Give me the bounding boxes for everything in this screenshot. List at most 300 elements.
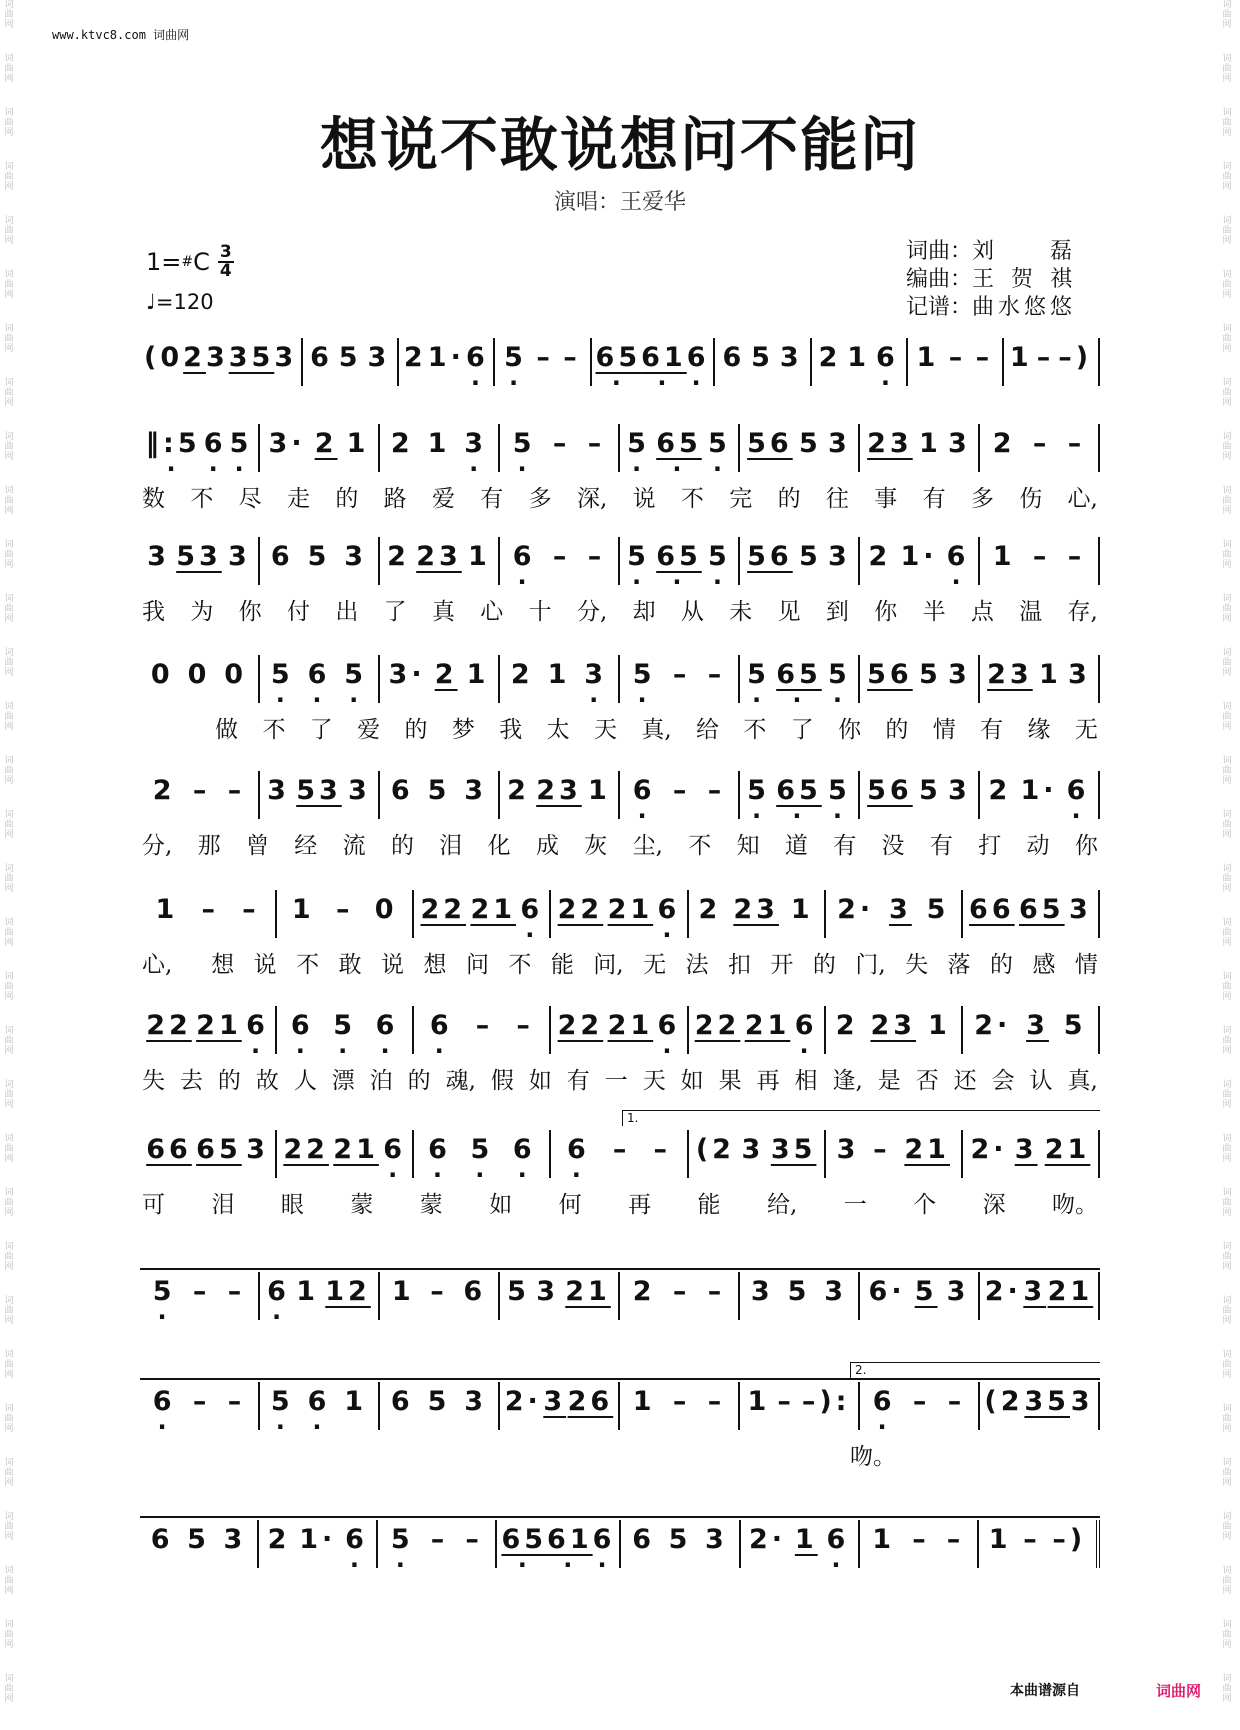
note: 6 · xyxy=(658,890,681,925)
note: 6· xyxy=(868,1276,906,1307)
lyric-syllable: 不 xyxy=(190,486,214,512)
lyric-syllable: 说 xyxy=(253,952,277,978)
note: 35 xyxy=(770,1134,817,1165)
notes-row xyxy=(140,1006,1100,1062)
watermark-mark: 词 曲 网 xyxy=(4,1080,14,1110)
note: 1· xyxy=(1020,775,1058,806)
credit-name: 王贺祺 xyxy=(972,267,1073,292)
score-system xyxy=(140,771,1100,871)
note: 6 · xyxy=(376,1006,399,1041)
lyric-syllable: 未 xyxy=(729,599,753,625)
note: 6 · xyxy=(345,1520,368,1555)
lyric-syllable: 数 xyxy=(142,486,165,512)
lyric-syllable: 梦 xyxy=(451,717,475,743)
lyric-syllable: 曾 xyxy=(245,833,269,859)
key-sharp: # xyxy=(181,254,194,270)
note: 5 xyxy=(751,342,774,373)
note: 2 xyxy=(988,775,1012,806)
note: 5 xyxy=(798,541,822,572)
time-top: 3 xyxy=(219,242,232,262)
watermark-mark: 词 曲 网 xyxy=(1222,810,1232,840)
note: 21 xyxy=(333,1134,379,1165)
watermark-mark: 词 曲 网 xyxy=(1222,1458,1232,1488)
note: (2 xyxy=(695,1134,735,1165)
lyric-syllable: 那 xyxy=(197,833,221,859)
note: 6 · xyxy=(291,1006,314,1041)
watermark-mark: 词 曲 网 xyxy=(1222,1620,1232,1650)
watermark-mark: 词 曲 网 xyxy=(1222,162,1232,192)
note: 1 xyxy=(918,428,942,459)
measure xyxy=(140,1520,259,1568)
note: 6 · xyxy=(204,424,227,459)
system-separator xyxy=(140,1268,1100,1270)
watermark-mark: 词 曲 网 xyxy=(4,810,14,840)
note: 6 xyxy=(390,775,414,806)
note: 1· xyxy=(900,541,938,572)
watermark-mark: 词 曲 网 xyxy=(4,972,14,1002)
measure xyxy=(620,1382,740,1430)
lyric-syllable: 人 xyxy=(293,1068,317,1094)
watermark-mark: 词 曲 网 xyxy=(1222,486,1232,516)
note: – xyxy=(587,428,606,459)
note: 3 xyxy=(246,1134,269,1165)
note: 5 xyxy=(338,342,362,373)
watermark-mark: 词 曲 网 xyxy=(1222,594,1232,624)
lyric-syllable: 魂, xyxy=(445,1068,476,1094)
note: 23 xyxy=(733,894,779,925)
measure xyxy=(826,1006,963,1054)
measure xyxy=(740,1382,860,1430)
lyric-syllable: 的 xyxy=(217,1068,241,1094)
note: 5 xyxy=(427,1386,451,1417)
note: ‖:5 · xyxy=(146,424,201,459)
note: 3 xyxy=(205,342,229,373)
note: 1 xyxy=(992,541,1016,572)
note: 2 xyxy=(818,342,842,373)
lyric-syllable: 感 xyxy=(1032,952,1056,978)
note: 23 xyxy=(536,775,582,806)
note: 53 xyxy=(176,541,222,572)
note: 6 · xyxy=(428,1130,451,1165)
note: 3 xyxy=(750,1276,774,1307)
measure xyxy=(980,537,1100,585)
measure xyxy=(592,338,716,386)
lyric-syllable: 情 xyxy=(1074,952,1098,978)
notes-row xyxy=(140,1382,1100,1438)
note: 5 · xyxy=(271,1382,294,1417)
score-system xyxy=(140,890,1100,990)
measure xyxy=(980,1382,1100,1430)
watermark-mark: 词 曲 网 xyxy=(1222,0,1232,30)
lyric-syllable: 泪 xyxy=(211,1192,235,1218)
note: – xyxy=(335,894,354,925)
watermark-mark: 词 曲 网 xyxy=(4,1134,14,1164)
measure xyxy=(740,537,860,585)
note: 22 xyxy=(557,894,604,925)
score-system xyxy=(140,338,1100,394)
measure xyxy=(963,890,1100,938)
note: 61 · xyxy=(641,338,687,373)
measure xyxy=(260,655,380,703)
note: 5 xyxy=(307,541,331,572)
lyric-syllable: 眼 xyxy=(280,1192,304,1218)
note: 6 · xyxy=(633,771,656,806)
measure xyxy=(260,1382,380,1430)
note: 22 xyxy=(146,1010,192,1041)
credits-block xyxy=(906,238,1072,322)
site-url[interactable]: www.ktvc8.com 词曲网 xyxy=(52,28,190,42)
score-system xyxy=(140,1111,1100,1230)
left-watermark-strip xyxy=(2,0,16,1730)
notes-row xyxy=(140,1272,1100,1328)
note: 5 · xyxy=(470,1130,493,1165)
note: 2 xyxy=(314,428,338,459)
watermark-mark: 词 曲 网 xyxy=(1222,324,1232,354)
note: 6 · xyxy=(513,537,536,572)
lyric-syllable: 的 xyxy=(990,952,1013,978)
measure xyxy=(715,338,811,386)
lyric-syllable: 从 xyxy=(680,599,704,625)
lyric-syllable: 你 xyxy=(238,599,262,625)
tempo-mark: ♩=120 xyxy=(146,290,214,314)
measure xyxy=(277,1130,414,1178)
note: – xyxy=(777,1386,795,1417)
lyric-syllable: 有 xyxy=(480,486,504,512)
measure xyxy=(380,424,500,472)
lyric-syllable: 吻。 xyxy=(1052,1192,1098,1218)
lyric-syllable: 天 xyxy=(642,1068,666,1094)
watermark-mark: 词 曲 网 xyxy=(1222,1242,1232,1272)
measure xyxy=(860,771,980,819)
watermark-mark: 词 曲 网 xyxy=(1222,1674,1232,1704)
note: 2· xyxy=(748,1524,787,1555)
note: 6 xyxy=(270,541,294,572)
note: 22 xyxy=(420,894,467,925)
note: – xyxy=(912,1386,931,1417)
watermark-mark: 词 曲 网 xyxy=(4,1404,14,1434)
note: 56 xyxy=(867,659,913,690)
lyric-syllable: 情 xyxy=(932,717,956,743)
lyric-syllable: 做 xyxy=(215,717,239,743)
measure xyxy=(303,338,399,386)
watermark-mark: 词 曲 网 xyxy=(4,324,14,354)
note: 5 · xyxy=(230,424,253,459)
note: 5 · xyxy=(633,655,656,690)
measure xyxy=(495,338,591,386)
note: 5 · xyxy=(513,424,536,459)
note: 5 xyxy=(668,1524,692,1555)
lyric-syllable: 蒙 xyxy=(350,1192,374,1218)
measure xyxy=(860,537,980,585)
note: 2 xyxy=(510,659,534,690)
watermark-mark: 词 曲 网 xyxy=(4,1566,14,1596)
lyrics-row xyxy=(140,827,1100,871)
note: 1 xyxy=(988,1524,1012,1555)
lyric-syllable: 泪 xyxy=(439,833,463,859)
note: 1 xyxy=(427,428,451,459)
note: 21 xyxy=(1047,1276,1094,1307)
watermark-mark: 词 曲 网 xyxy=(1222,1080,1232,1110)
lyric-syllable: 相 xyxy=(794,1068,818,1094)
watermark-mark: 词 曲 网 xyxy=(4,1512,14,1542)
note: – xyxy=(707,659,726,690)
lyric-syllable: 我 xyxy=(142,599,165,625)
lyrics-row xyxy=(140,593,1100,637)
lyric-syllable: 心, xyxy=(1067,486,1098,512)
note: 65 xyxy=(196,1134,242,1165)
watermark-mark: 词 曲 网 xyxy=(4,594,14,624)
note: 65 · xyxy=(501,1520,547,1555)
measure xyxy=(500,1272,620,1320)
note: 3 xyxy=(888,894,912,925)
watermark-mark: 词 曲 网 xyxy=(1222,756,1232,786)
note: 3 xyxy=(348,775,371,806)
lyric-syllable: 法 xyxy=(685,952,709,978)
note: 61 · xyxy=(547,1520,593,1555)
lyric-syllable: 存, xyxy=(1067,599,1098,625)
lyric-syllable: 为 xyxy=(190,599,214,625)
note: 2· xyxy=(970,1134,1008,1165)
lyric-syllable: 十 xyxy=(528,599,552,625)
notes-row xyxy=(140,1520,1100,1576)
note: 3 xyxy=(946,1276,970,1307)
watermark-mark: 词 曲 网 xyxy=(1222,378,1232,408)
time-bottom: 4 xyxy=(219,261,232,281)
note: 3 xyxy=(464,775,488,806)
lyric-syllable: 爱 xyxy=(431,486,455,512)
note: 3 xyxy=(828,541,851,572)
note: 6 · xyxy=(513,1130,536,1165)
note: 5 xyxy=(798,428,822,459)
credit-role: 词曲： xyxy=(906,239,973,264)
lyric-syllable: 太 xyxy=(546,717,570,743)
note: 6 · xyxy=(520,890,543,925)
note: – xyxy=(947,1386,966,1417)
measure xyxy=(826,890,963,938)
note: 6 · xyxy=(308,1382,331,1417)
note: 1 xyxy=(790,894,814,925)
note: 2 xyxy=(387,541,410,572)
measure xyxy=(740,771,860,819)
note: 6 · xyxy=(873,1382,896,1417)
lyric-syllable: 动 xyxy=(1026,833,1050,859)
note: 3 xyxy=(948,428,971,459)
lyric-syllable: 我 xyxy=(499,717,523,743)
measure xyxy=(620,537,740,585)
notes-row xyxy=(140,1130,1100,1186)
note: 3 xyxy=(1014,1134,1038,1165)
note: 5 xyxy=(427,775,451,806)
system-separator xyxy=(140,1378,1100,1380)
note: 65 · xyxy=(596,338,642,373)
lyric-syllable: 知 xyxy=(736,833,760,859)
note: – xyxy=(1032,428,1051,459)
score-system xyxy=(140,424,1100,524)
note: 66 xyxy=(146,1134,192,1165)
lyric-syllable: 的 xyxy=(404,717,428,743)
note: 6 xyxy=(632,1524,655,1555)
watermark-mark: 词 曲 网 xyxy=(4,1026,14,1056)
lyric-syllable: 爱 xyxy=(357,717,381,743)
lyric-syllable: 泊 xyxy=(369,1068,393,1094)
note: 5 · xyxy=(627,424,650,459)
lyric-syllable: 灰 xyxy=(584,833,608,859)
lyric-syllable: 个 xyxy=(913,1192,937,1218)
lyric-syllable: 深, xyxy=(576,486,608,512)
lyric-syllable: 如 xyxy=(680,1068,704,1094)
watermark-mark: 词 曲 网 xyxy=(4,756,14,786)
measure xyxy=(500,1382,620,1430)
note: 1 xyxy=(344,1386,368,1417)
note: – xyxy=(707,1386,726,1417)
score-system xyxy=(140,1006,1100,1106)
measure xyxy=(260,771,380,819)
note: 2 xyxy=(390,428,414,459)
watermark-mark: 词 曲 网 xyxy=(1222,54,1232,84)
note: 6 · xyxy=(658,1006,681,1041)
watermark-mark: 词 曲 网 xyxy=(4,918,14,948)
note: – xyxy=(912,1524,930,1555)
watermark-mark: 词 曲 网 xyxy=(1222,216,1232,246)
note: – xyxy=(1067,428,1086,459)
measure xyxy=(378,1520,497,1568)
credit-row xyxy=(906,294,1072,322)
lyric-syllable: 开 xyxy=(770,952,794,978)
watermark-mark: 词 曲 网 xyxy=(1222,108,1232,138)
measure xyxy=(860,1272,980,1320)
note: 0 xyxy=(224,659,248,690)
note: 3 xyxy=(828,428,851,459)
note: 6 · xyxy=(383,1130,406,1165)
measure xyxy=(380,655,500,703)
credit-row xyxy=(906,238,1072,266)
time-signature xyxy=(218,244,234,280)
note: 5 · xyxy=(828,771,851,806)
lyric-syllable: 还 xyxy=(953,1068,977,1094)
lyric-syllable: 想 xyxy=(423,952,447,978)
volta-bracket: 2. xyxy=(850,1362,1100,1378)
note: 5 xyxy=(1063,1010,1087,1041)
note: 53 xyxy=(296,775,342,806)
measure xyxy=(500,537,620,585)
note: – xyxy=(587,541,606,572)
credit-name: 刘 磊 xyxy=(972,239,1073,264)
note: 2 xyxy=(152,775,176,806)
lyric-syllable: 了 xyxy=(790,717,814,743)
watermark-mark: 词 曲 网 xyxy=(4,486,14,516)
measure xyxy=(620,424,740,472)
watermark-mark: 词 曲 网 xyxy=(4,702,14,732)
note: – xyxy=(975,342,994,373)
notes-row xyxy=(140,338,1100,394)
lyric-syllable: 的 xyxy=(812,952,836,978)
note: 21 xyxy=(607,894,654,925)
measure xyxy=(140,771,260,819)
note: – xyxy=(1023,1524,1041,1555)
note: 3 · xyxy=(464,424,487,459)
lyric-syllable: 去 xyxy=(179,1068,203,1094)
measure xyxy=(140,424,260,472)
watermark-mark: 词 曲 网 xyxy=(4,1242,14,1272)
measure xyxy=(980,655,1100,703)
watermark-mark: 词 曲 网 xyxy=(4,54,14,84)
watermark-mark: 词 曲 网 xyxy=(4,540,14,570)
note: 2 xyxy=(698,894,722,925)
lyrics-row xyxy=(140,1062,1100,1106)
note: – xyxy=(1032,541,1051,572)
note: 1· xyxy=(427,342,465,373)
note: – xyxy=(672,1386,691,1417)
note: 2 xyxy=(507,775,530,806)
note: 2 xyxy=(183,342,206,373)
watermark-mark: 词 曲 网 xyxy=(4,432,14,462)
watermark-mark: 词 曲 网 xyxy=(4,1458,14,1488)
lyric-syllable: 事 xyxy=(874,486,898,512)
measure xyxy=(980,771,1100,819)
note: 1 xyxy=(1038,659,1062,690)
lyric-syllable: 门, xyxy=(855,952,886,978)
note: 5 · xyxy=(627,537,650,572)
lyric-syllable: 敢 xyxy=(338,952,362,978)
measure xyxy=(826,1130,963,1178)
note: 6 · xyxy=(308,655,331,690)
note: 1 xyxy=(1009,342,1033,373)
note: – xyxy=(227,1276,246,1307)
note: 3 xyxy=(464,1386,488,1417)
note: 22 xyxy=(283,1134,329,1165)
note: 3 xyxy=(147,541,170,572)
watermark-mark: 词 曲 网 xyxy=(4,1350,14,1380)
note: 23 xyxy=(416,541,462,572)
score-system xyxy=(140,1363,1100,1482)
lyric-syllable: 见 xyxy=(777,599,801,625)
lyric-syllable: 真, xyxy=(1067,1068,1098,1094)
note: 3· xyxy=(268,428,306,459)
note: 22 xyxy=(557,1010,604,1041)
note: – xyxy=(563,342,581,373)
measure xyxy=(380,771,500,819)
lyric-syllable: 再 xyxy=(756,1068,780,1094)
score-system xyxy=(140,1520,1100,1576)
note: 3 xyxy=(536,1276,559,1307)
note: 1 xyxy=(847,342,871,373)
measure xyxy=(140,890,277,938)
note: 6 · xyxy=(876,338,899,373)
measure xyxy=(980,1272,1100,1320)
footer-source-site[interactable]: 词曲网 xyxy=(1156,1682,1202,1700)
note: – xyxy=(672,775,691,806)
lyric-syllable: 失 xyxy=(142,1068,165,1094)
note: 21 xyxy=(565,1276,611,1307)
measure xyxy=(860,1382,980,1430)
lyric-syllable: 无 xyxy=(643,952,667,978)
lyric-syllable: 不 xyxy=(262,717,286,743)
watermark-mark: 词 曲 网 xyxy=(4,0,14,30)
note: –) xyxy=(1052,1524,1087,1555)
credit-role: 记谱： xyxy=(906,295,973,320)
measure xyxy=(500,655,620,703)
note: – xyxy=(201,894,219,925)
note: – xyxy=(948,342,967,373)
lyric-syllable: 尽 xyxy=(238,486,262,512)
watermark-mark: 词 曲 网 xyxy=(1222,432,1232,462)
note: – xyxy=(946,1524,965,1555)
note: 3 xyxy=(274,342,298,373)
lyrics-row xyxy=(140,1438,1100,1482)
watermark-mark: 词 曲 网 xyxy=(4,864,14,894)
note: – xyxy=(672,1276,691,1307)
measure xyxy=(140,1272,260,1320)
